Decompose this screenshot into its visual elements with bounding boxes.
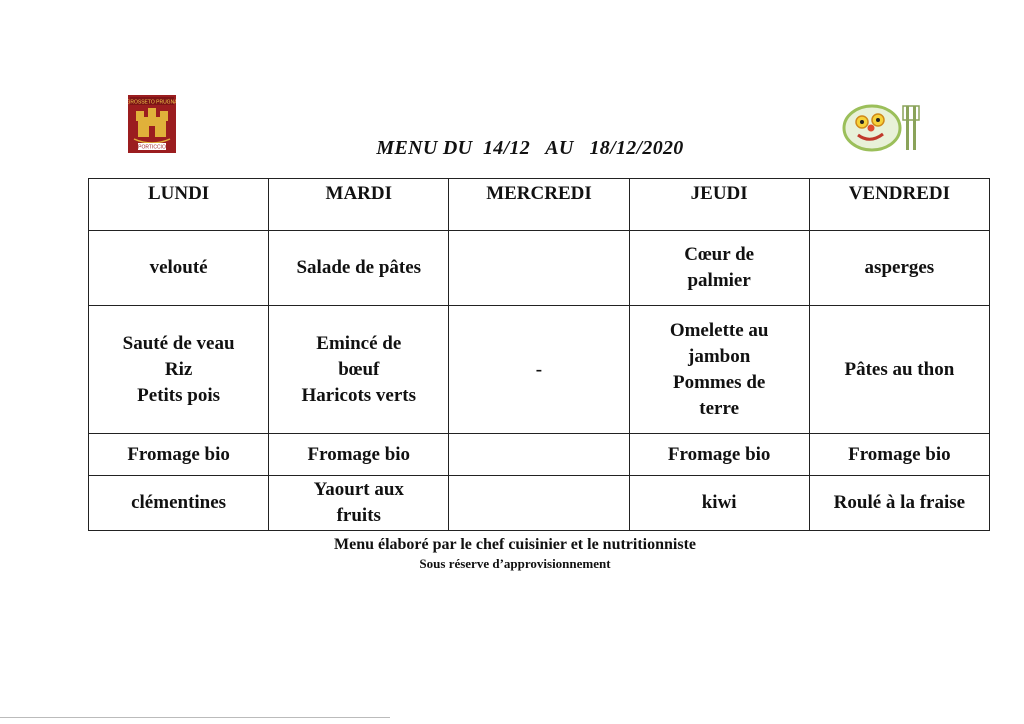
- svg-text:PORTICCIO: PORTICCIO: [138, 144, 166, 151]
- cell-vendredi-cheese: Fromage bio: [809, 434, 989, 476]
- page-edge-line: [0, 717, 390, 718]
- cell-vendredi-main: Pâtes au thon: [809, 306, 989, 434]
- cell-mardi-main: Emincé de bœuf Haricots verts: [269, 306, 449, 434]
- footer-note: Menu élaboré par le chef cuisinier et le nutritionniste: [333, 536, 697, 553]
- day-header-lundi: LUNDI: [89, 179, 269, 231]
- cell-lundi-cheese: Fromage bio: [89, 434, 269, 476]
- cell-mercredi-dessert: [449, 476, 629, 531]
- cell-lundi-main: Sauté de veau Riz Petits pois: [89, 306, 269, 434]
- cell-mercredi-starter: [449, 231, 629, 306]
- footer-disclaimer: Sous réserve d’approvisionnement: [419, 556, 611, 571]
- table-row-cheese: [89, 434, 990, 476]
- cell-mercredi-main: -: [449, 306, 629, 434]
- day-header-mardi: MARDI: [269, 179, 449, 231]
- cell-vendredi-starter: asperges: [809, 231, 989, 306]
- cell-mercredi-cheese: [449, 434, 629, 476]
- cell-jeudi-dessert: kiwi: [629, 476, 809, 531]
- day-header-vendredi: VENDREDI: [809, 179, 989, 231]
- table-row-dessert: [89, 476, 990, 531]
- menu-title: MENU DU 14/12 AU 18/12/2020: [376, 137, 684, 159]
- cell-jeudi-main: Omelette au jambon Pommes de terre: [629, 306, 809, 434]
- cell-mardi-cheese: Fromage bio: [269, 434, 449, 476]
- cell-vendredi-dessert: Roulé à la fraise: [809, 476, 989, 531]
- cell-mardi-dessert: Yaourt aux fruits: [269, 476, 449, 531]
- day-header-mercredi: MERCREDI: [449, 179, 629, 231]
- table-row-main: [89, 306, 990, 434]
- svg-text:GROSSETO PRUGNA: GROSSETO PRUGNA: [128, 99, 176, 106]
- smiley-plate-icon: [836, 100, 926, 158]
- cell-mardi-starter: Salade de pâtes: [269, 231, 449, 306]
- weekly-menu-table: [88, 178, 990, 531]
- cell-lundi-starter: velouté: [89, 231, 269, 306]
- table-header-row: [89, 179, 990, 231]
- cell-jeudi-starter: Cœur de palmier: [629, 231, 809, 306]
- day-header-jeudi: JEUDI: [629, 179, 809, 231]
- cell-lundi-dessert: clémentines: [89, 476, 269, 531]
- table-row-starter: [89, 231, 990, 306]
- cell-jeudi-cheese: Fromage bio: [629, 434, 809, 476]
- crest-logo-icon: [128, 95, 176, 153]
